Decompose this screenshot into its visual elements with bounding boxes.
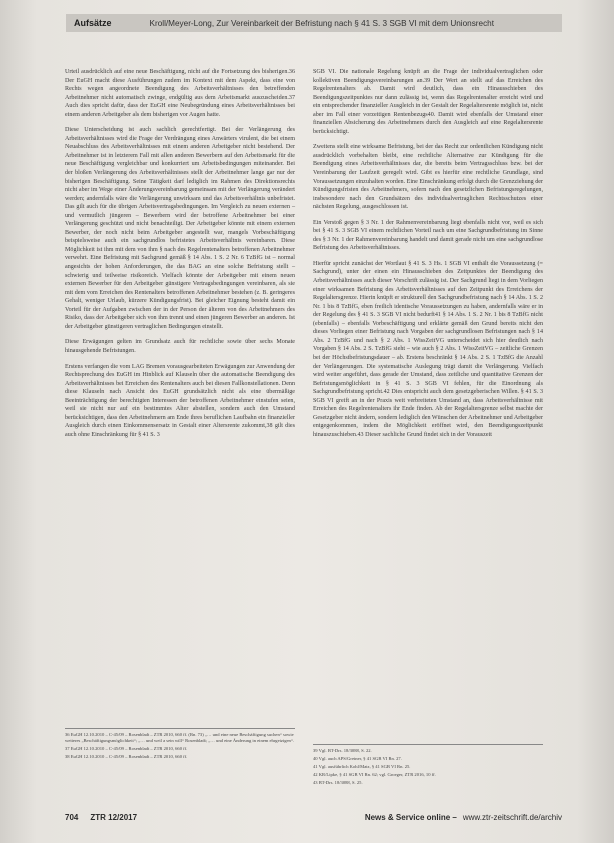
- footnote: 36 EuGH 12.10.2010 – C-45/09 – Rosenbladt – ZTR 2010, 660 ff. (Rn. 73) „… und eine neue Beschäftigung suchen“ sowie weiteres „Beschäftigungsmöglichkeit“; „… und weil a sein will“ Rosenbladt; „… und eine Änderung in einem ehrgeizigen“.: [65, 732, 295, 744]
- paragraph: Zweitens stellt eine wirksame Befristung, bei der das Recht zur ordentlichen Kündigung nicht ausdrücklich vorbehalten bleibt, eine rechtliche Alternative zur Kündigung für die Beendigung eines Arbeitsverhältnisses dar, die bereits beim Vertragsschluss bzw. bei der Vereinbarung der Laufzeit geregelt wird. Gibt es hierfür eine rechtliche Grundlage, sind Voraussetzungen einzuhalten worden. Eine Einschränkung erfolgt durch die Grenzziehung der Kündigungsfristen des Arbeitnehmers, sofern nach den gesetzlichen Befristungsregelungen, insbesondere nach den Grundsätzen des individualvertraglichen Rechtsschutzes einer nächsten Regelung, ausgeschlossen ist.: [313, 144, 544, 211]
- paragraph: Diese Erwägungen gelten im Grundsatz auch für rechtliche sowie über sechs Monate hinausgehende Befristungen.: [65, 339, 295, 354]
- archive-link[interactable]: www.ztr-zeitschrift.de/archiv: [462, 812, 562, 822]
- paragraph: Ein Verstoß gegen § 3 Nr. 1 der Rahmenvereinbarung liegt ebenfalls nicht vor, weil es sich bei § 41 S. 3 SGB VI einem rechtlichen Vorteil nach um eine Sachgrundbefristung im Sinne des § 3 Nr. 1 der Rahmenvereinbarung handelt und damit gerade nicht um eine sachgrundlose Befristung des Arbeitsverhältnisses.: [313, 219, 543, 252]
- footer-left: [65, 813, 365, 822]
- footnote: 40 Vgl. auch APS/Greiner, § 41 SGB VI Rn. 27.: [313, 755, 402, 761]
- running-title: Kroll/Meyer-Long, Zur Vereinbarkeit der Befristung nach § 41 S. 3 SGB VI mit dem Unionsrecht: [149, 18, 495, 28]
- footnote: 39 Vgl. BT-Drs. 18/3088, S. 22.: [313, 748, 372, 753]
- page-number: 704: [65, 812, 79, 822]
- left-footnotes: [65, 728, 295, 762]
- paragraph: SGB VI. Die nationale Regelung knüpft an die Frage der individualvertraglichen oder kollektiven Beendigungsvereinbarungen an.39 Der Wert an stellt auf das Erreichen des Regelrentenalters ab. Damit wird deutlich, dass ein Hinausschieben des Beendigungszeitpunktes nur dann zulässig ist, wenn das Regelrentenalter erreicht wird und ein entsprechender finanzieller Ausgleich in der Gestalt der Regelaltersrente möglich ist, nicht aber im Fall einer vorzeitigen Rentenbezugs40. Damit wird ebenfalls der Umstand einer finanziellen Absicherung des Arbeitnehmers durch den Ausgleich auf eine Regelaltersrente berücksichtigt.: [313, 69, 543, 135]
- footnote: 38 EuGH 12.10.2010 – C-45/09 – Rosenbladt – ZTR 2010, 660 ff.: [65, 754, 188, 760]
- paragraph: Urteil ausdrücklich auf eine neue Beschäftigung, nicht auf die Fortsetzung des bisherigen.36 Der EuGH macht diese Ausführungen zudem im Kontext mit dem Aspekt, dass eine von Rechts wegen angeordnete Beendigung des Arbeitsverhältnisses den betreffenden Arbeitnehmer nicht automatisch zwinge, endgültig aus dem Arbeitsmarkt auszuscheiden.37 Auch dies spricht dafür, dass der EuGH eine Neubegründung eines Arbeitsverhältnisses bei einem anderen Arbeitgeber als dem bisherigen vor Augen hatte.: [65, 69, 295, 118]
- paragraph: Diese Unterscheidung ist auch sachlich gerechtfertigt. Bei der Verlängerung des Arbeitsverhältnisses wird die Frage der Verdrängung eines Anwärters virulent, die bei einem Neuabschluss des Arbeitsverhältnisses mit einem anderen Arbeitgeber nicht bestehend. Der Arbeitnehmer ist in letzterem Fall mit allen anderen Bewerbern auf den Arbeitsmarkt für die neue Beschäftigung vergleichbar und konkurriert um Arbeitsbedingungen miteinander. Bei der bloßen Verlängerung des Arbeitsverhältnisses stellt der Arbeitnehmer lange gar nur der bisherigen Beschäftigung. Seine Tätigkeit darf lediglich im Rahmen des Direktionsrechts nicht aber im Wege einer Änderungsvereinbarung gemeinsam mit der Verlängerung verändert werden; andernfalls wäre die Verlängerung unwirksam und das Arbeitsverhältnis unbefristet. Das gilt auch für die übrigen Arbeitsvertragsbedingungen. Im Vergleich zu neuen externen – und vermutlich jüngeren – Bewerbern wird der betroffene Arbeitnehmer bei einer Verlängerung geschützt und nicht benachteiligt. Der Arbeitgeber könnte mit einem externen Bewerber, der noch nicht beim Arbeitgeber angestellt war, mangels Vorbeschäftigung beispielsweise auch ein sachgrundlos befristetes Arbeitsverhältnis vereinbaren. Diese Möglichkeit ist ihm mit dem von ihm § nach des Regelrentenalters betroffenen Arbeitnehmer verwehrt. Eine Befristung mit Sachgrund gemäß § 14 Abs. 1 S. 2 Nr. 6 TzBfG ist – normal angesichts der hohen Anforderungen, die das BAG an eine solche Befristung stellt – schwierig und teilweise risikoreich. Vielfach könnte der Arbeitgeber mit einem neuen externen Bewerber für den Arbeitgeber günstigere Vertragsbedingungen vereinbaren, als sie mit dem vom Erreichen des Rentenalters betroffenen Arbeitnehmer bestehen (z. B. geringeres Gehalt, weniger Urlaub, kürzere Kündigungsfrist). Bei gleicher Eignung besteht damit ein Vorteil für der Aufgaben zwischen der in der Person der älteren von des Arbeitnehmers des Risiko, dass der Arbeitgeber sich von ihm trennt und einen jüngeren Bewerber an anderen. Ist der Arbeitgeber günstigeren vertraglichen Bedingungen einstellt.: [65, 127, 295, 330]
- footnote: 37 EuGH 12.10.2010 – C-45/09 – Rosenbladt – ZTR 2010, 660 ff.: [65, 746, 188, 752]
- footnote: 41 Vgl. ausführlich Kohl/Matz, § 41 SGB VI Rn. 25.: [313, 763, 411, 769]
- right-column: [313, 68, 543, 446]
- journal-issue: ZTR 12/2017: [90, 812, 138, 822]
- section-label: Aufsätze: [74, 18, 112, 28]
- page-footer: [65, 810, 562, 824]
- running-header: [66, 14, 562, 32]
- paragraph: Hierfür spricht zunächst der Wortlaut § 41 S. 3 Hs. 1 SGB VI enthält die Voraussetzung (= Sachgrund), unter der einen ein Hinausschieben des Zeitpunktes der Beendigung des Arbeitsverhältnisses auch dieser Vorschrift zulässig ist. Der Sachgrund liegt in dem Vorliegen einer wirksamen Befristung des Arbeitsverhältnisses auf den Zeitpunkt des Erreichens der Regelaltersgrenze. Hierin knüpft er strukturell den Sachgrundbefristung nach § 14 Abs. 1 S. 2 Nr. 1 bis 8 TzBfG, eben freilich identische Voraussetzungen zu haben, andernfalls wäre er in der Regelung des § 41 S. 3 SGB VI nicht bedurft41 § 14 Abs. 1 S. 2 Nr. 1 bis 8 TzBfG nicht (ebenfalls) – ebenfalls Vorbeschäftigung und erklärte gemäß den Grund bereits nicht den dieses Vorliegen einer Befristung nach Vorgaben der sachgrundlosen Befristungen nach § 14 Abs. 2 TzBfG und nach § 2 Abs. 1 WissZeitVG unterscheidet sich hier deutlich nach Vorgaben § 14 Abs. 2 S. TzBfG sieht – wie auch § 2 Abs. 1 WissZeitVG – zeitliche Grenzen bei der Höchstbefristungsdauer – ab. Erstens beschränkt § 14 Abs. 2 S. 1 TzBfG die Anzahl der Verlängerungen. Die systematische Auslegung trägt damit die Verlängerung. Vielfach wird weiter angeführt, dass gerade der Umstand, dass zeitliche und quantitative Grenzen der Befristungsmöglichkeit in § 41 S. 3 SGB VI fehlen, für die Einordnung als Sachgrundbefristung spricht.42 Dies entspricht auch dem gesetzgeberischen Willen. § 41 S. 3 SGB VI greift an in der Praxis weit verbreiteten Umstand an, dass Arbeitsverhältnisse mit Erreichen des Regelrentenalters ihr Ende finden. Ab der Regelaltersgrenze selbst machte der Gesetzgeber nicht ändern, sondern lediglich den Wünschen der Arbeitnehmer und Arbeitgeber entgegenkommen, indem die Möglichkeit eröffnet wird, den Beendigungszeitpunkt hinauszuschieben.43 Dieser sachliche Grund findet sich in der Vorauszeit: [313, 260, 543, 438]
- footnote: 43 BT-Drs. 18/3088, S. 25.: [313, 779, 363, 785]
- left-column: [65, 68, 295, 446]
- service-label: News & Service online –: [364, 812, 457, 822]
- footer-right: [365, 813, 562, 822]
- footnote: 42 KR/Lipke, § 41 SGB VI Rn. 62; vgl. Groeger, ZTR 2016, 10 ff.: [313, 771, 436, 777]
- paragraph: Erstens verfangen die vom LAG Bremen vorausgearbeiteten Erwägungen zur Anwendung der Rechtsprechung des EuGH im Hinblick auf Klauseln über die automatische Beendigung des Arbeitsverhältnisses bei Erreichen des Rentenalters auch bei diesen Fallkonstellationen. Denn diese Klauseln nach Ansicht des EuGH grundsätzlich nicht als eine übermäßige Beeinträchtigung der berechtigten Interessen der betroffenen Arbeitnehmer einstufen seien, weil sie nicht nur auf ein bestimmtes Alter abstellen, sondern auch den Umstand berücksichtigen, dass den Arbeitnehmern am Ende ihres beruflichen Laufbahn ein finanzieller Ausgleich durch einen Einkommensersatz in Gestalt einer Altersrente zukommt,38 gilt dies auch ohne Einschränkung für § 41 S. 3: [65, 363, 295, 438]
- right-footnotes: [313, 744, 543, 788]
